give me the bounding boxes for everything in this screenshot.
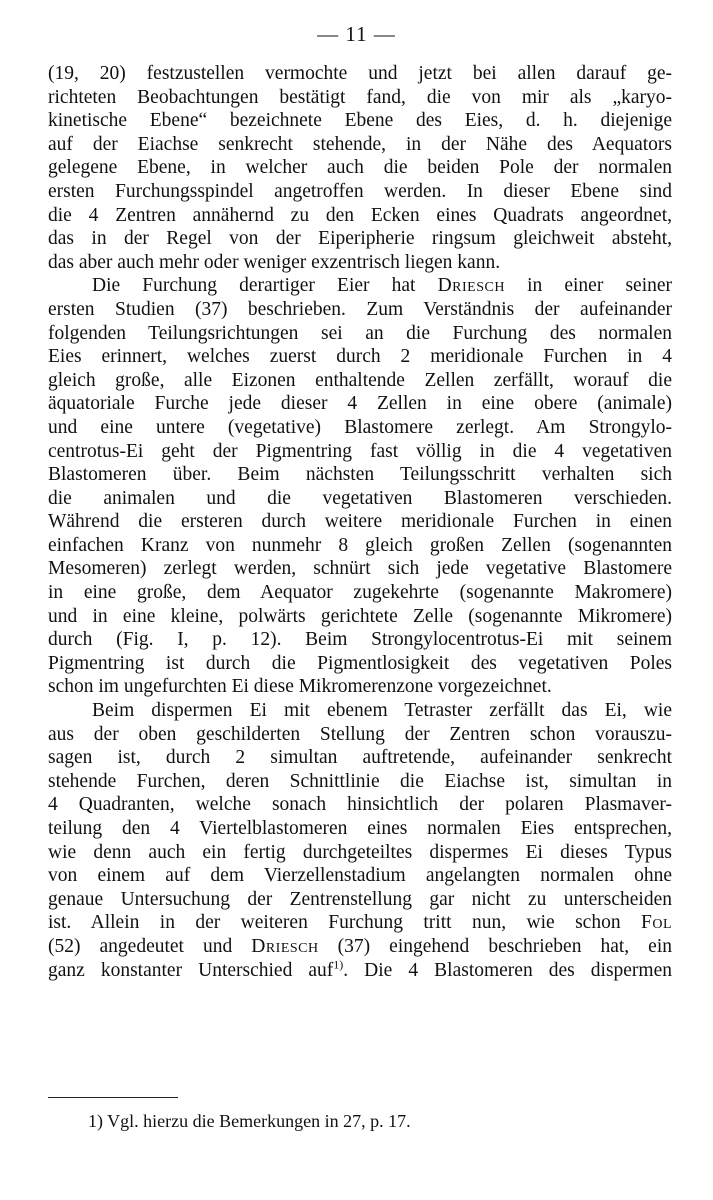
text-line: ersten Furchungsspindel angetroffen werden. In dieser Ebene sind <box>48 180 672 202</box>
text-line: und eine untere (vegetative) Blastomere zerlegt. Am Strongylo- <box>48 416 672 438</box>
text-line: äquatoriale Furche jede dieser 4 Zellen in eine obere (animale) <box>48 393 672 415</box>
text-line: centrotus-Ei geht der Pigmentring fast völlig in die 4 vegetativen <box>48 440 672 462</box>
text-line: folgenden Teilungsrichtungen sei an die Furchung des normalen <box>48 322 672 344</box>
text-line: in eine große, dem Aequator zugekehrte (sogenannte Makromere) <box>48 582 672 604</box>
text-line: Beim dispermen Ei mit ebenem Tetraster zerfällt das Ei, wie <box>92 700 672 722</box>
text-line: das aber auch mehr oder weniger exzentrisch liegen kann. <box>48 251 501 273</box>
text-line: gelegene Ebene, in welcher auch die beiden Pole der normalen <box>48 157 672 179</box>
text-line: die animalen und die vegetativen Blastomeren verschieden. <box>48 487 672 509</box>
text-span: (52) angedeutet und <box>48 935 252 957</box>
text-line: Mesomeren) zerlegt werden, schnürt sich jede vegetative Blastomere <box>48 558 672 580</box>
text-line: ersten Studien (37) beschrieben. Zum Verständnis der aufeinander <box>48 298 672 320</box>
author-name: Driesch <box>251 935 319 957</box>
text-line: und in eine kleine, polwärts gerichtete Zelle (sogenannte Mikromere) <box>48 605 672 627</box>
text-line: Blastomeren über. Beim nächsten Teilungsschritt verhalten sich <box>48 464 672 486</box>
text-line: aus der oben geschilderten Stellung der Zentren schon vorauszu- <box>48 723 672 745</box>
footnote-divider <box>48 1097 178 1098</box>
text-line: die 4 Zentren annähernd zu den Ecken eines Quadrats angeordnet, <box>48 204 672 226</box>
text-span: . Die 4 Blastomeren des dispermen <box>343 959 672 981</box>
text-span: ist. Allein in der weiteren Furchung tritt nun, wie schon <box>48 912 641 934</box>
text-line: wie denn auch ein fertig durchgeteiltes dispermes Ei dieses Typus <box>48 841 672 863</box>
text-line: Eies erinnert, welches zuerst durch 2 meridionale Furchen in 4 <box>48 346 672 368</box>
text-line: Pigmentring ist durch die Pigmentlosigkeit des vegetativen Poles <box>48 652 672 674</box>
text-span: (37) eingehend beschrieben hat, ein <box>318 935 672 957</box>
text-line: gleich große, alle Eizonen enthaltende Zellen zerfällt, worauf die <box>48 369 672 391</box>
author-name: Driesch <box>437 275 505 297</box>
author-name: Fol <box>640 912 672 934</box>
text-line: stehende Furchen, deren Schnittlinie die Eiachse ist, simultan in <box>48 770 672 792</box>
text-line: sagen ist, durch 2 simultan auftretende, aufeinander senkrecht <box>48 747 672 769</box>
text-line <box>48 274 672 298</box>
text-span: in einer seiner <box>504 275 672 297</box>
text-line <box>48 959 672 983</box>
text-line <box>48 935 672 959</box>
text-line: 4 Quadranten, welche sonach hinsichtlich der polaren Plasmaver- <box>48 794 672 816</box>
text-line: von einem auf dem Vierzellenstadium angelangten normalen ohne <box>48 865 672 887</box>
text-line <box>48 911 672 935</box>
footnote: 1) Vgl. hierzu die Bemerkungen in 27, p. 17. <box>88 1111 411 1131</box>
body-text <box>48 62 672 982</box>
text-line: (19, 20) festzustellen vermochte und jetzt bei allen darauf ge- <box>48 63 672 84</box>
text-span: Die Furchung derartiger Eier hat <box>92 275 438 297</box>
text-line: richteten Beobachtungen bestätigt fand, die von mir als „karyo- <box>48 86 672 108</box>
text-line: schon im ungefurchten Ei diese Mikromerenzone vorgezeichnet. <box>48 676 552 698</box>
text-line: genaue Untersuchung der Zentrenstellung gar nicht zu unterscheiden <box>48 888 672 910</box>
page-number-header: — 11 — <box>317 22 396 46</box>
footnote-marker: 1) <box>333 958 344 972</box>
text-line: kinetische Ebene“ bezeichnete Ebene des Eies, d. h. diejenige <box>48 110 672 132</box>
text-line: auf der Eiachse senkrecht stehende, in der Nähe des Aequators <box>48 133 672 155</box>
text-line: teilung den 4 Viertelblastomeren eines normalen Eies entsprechen, <box>48 818 672 839</box>
text-line: Während die ersteren durch weitere meridionale Furchen in einen <box>48 511 672 533</box>
text-line: durch (Fig. I, p. 12). Beim Strongylocentrotus-Ei mit seinem <box>48 629 672 651</box>
text-line: das in der Regel von der Eiperipherie ringsum gleichweit absteht, <box>48 228 672 250</box>
text-span: ganz konstanter Unterschied auf <box>48 959 334 981</box>
text-line: einfachen Kranz von nunmehr 8 gleich großen Zellen (sogenannten <box>48 534 672 556</box>
